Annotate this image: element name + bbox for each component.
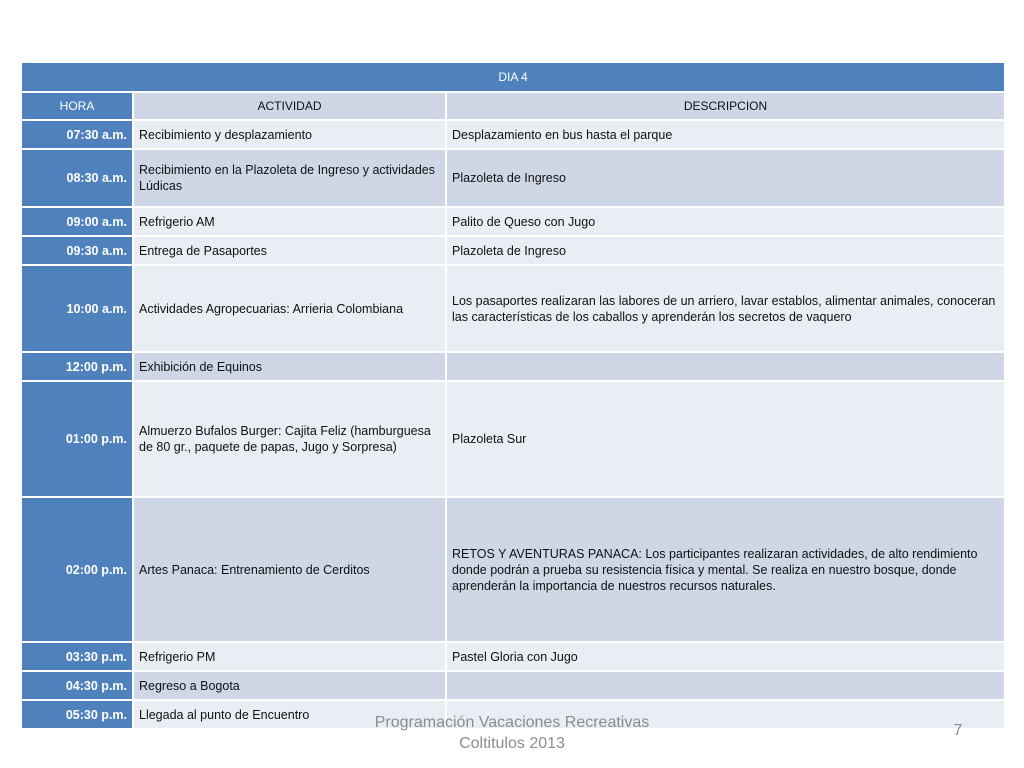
page-number: 7 [953,722,963,739]
row-actividad: Refrigerio AM [133,207,446,236]
row-actividad: Refrigerio PM [133,642,446,671]
row-hora: 02:00 p.m. [21,497,133,642]
table-row [21,671,1005,700]
row-hora: 01:00 p.m. [21,381,133,497]
column-header-row [21,92,1005,120]
row-actividad: Llegada al punto de Encuentro [133,700,446,729]
row-descripcion: Los pasaportes realizaran las labores de un arriero, lavar establos, alimentar animales, conoceran las características de los caballos y aprenderán los secretos de vaquero [446,265,1005,352]
row-hora: 05:30 p.m. [21,700,133,729]
row-hora: 10:00 a.m. [21,265,133,352]
row-descripcion: Plazoleta de Ingreso [446,236,1005,265]
footer-title [300,712,724,754]
row-hora: 09:30 a.m. [21,236,133,265]
row-actividad: Artes Panaca: Entrenamiento de Cerditos [133,497,446,642]
schedule-table [20,61,1006,730]
row-descripcion: Desplazamiento en bus hasta el parque [446,120,1005,149]
table-row [21,352,1005,381]
header-hora: HORA [21,92,133,120]
table-row [21,149,1005,207]
row-hora: 07:30 a.m. [21,120,133,149]
table-row [21,120,1005,149]
table-row [21,497,1005,642]
row-actividad: Actividades Agropecuarias: Arrieria Colombiana [133,265,446,352]
row-descripcion: Plazoleta Sur [446,381,1005,497]
row-actividad: Exhibición de Equinos [133,352,446,381]
row-actividad: Recibimiento y desplazamiento [133,120,446,149]
table-row [21,207,1005,236]
row-hora: 09:00 a.m. [21,207,133,236]
row-hora: 08:30 a.m. [21,149,133,207]
row-hora: 03:30 p.m. [21,642,133,671]
header-descripcion: DESCRIPCION [446,92,1005,120]
row-actividad: Entrega de Pasaportes [133,236,446,265]
header-actividad: ACTIVIDAD [133,92,446,120]
day-title-row [21,62,1005,92]
row-actividad: Recibimiento en la Plazoleta de Ingreso y actividades Lúdicas [133,149,446,207]
table-row [21,265,1005,352]
row-descripcion [446,671,1005,700]
table-row [21,381,1005,497]
row-actividad: Almuerzo Bufalos Burger: Cajita Feliz (hamburguesa de 80 gr., paquete de papas, Jugo y Sorpresa) [133,381,446,497]
row-descripcion [446,352,1005,381]
row-descripcion: Palito de Queso con Jugo [446,207,1005,236]
row-hora: 12:00 p.m. [21,352,133,381]
day-title: DIA 4 [21,62,1005,92]
table-row [21,236,1005,265]
footer-title-line2: Coltitulos 2013 [459,735,565,752]
row-descripcion: Plazoleta de Ingreso [446,149,1005,207]
footer-title-line1: Programación Vacaciones Recreativas [374,714,650,731]
row-descripcion: Pastel Gloria con Jugo [446,642,1005,671]
row-actividad: Regreso a Bogota [133,671,446,700]
row-hora: 04:30 p.m. [21,671,133,700]
row-descripcion: RETOS Y AVENTURAS PANACA: Los participantes realizaran actividades, de alto rendimiento donde podrán a prueba su resistencia física y mental. Se realiza en nuestro bosque, donde aprenderán la importancia de nuestros recursos naturales. [446,497,1005,642]
table-row [21,642,1005,671]
